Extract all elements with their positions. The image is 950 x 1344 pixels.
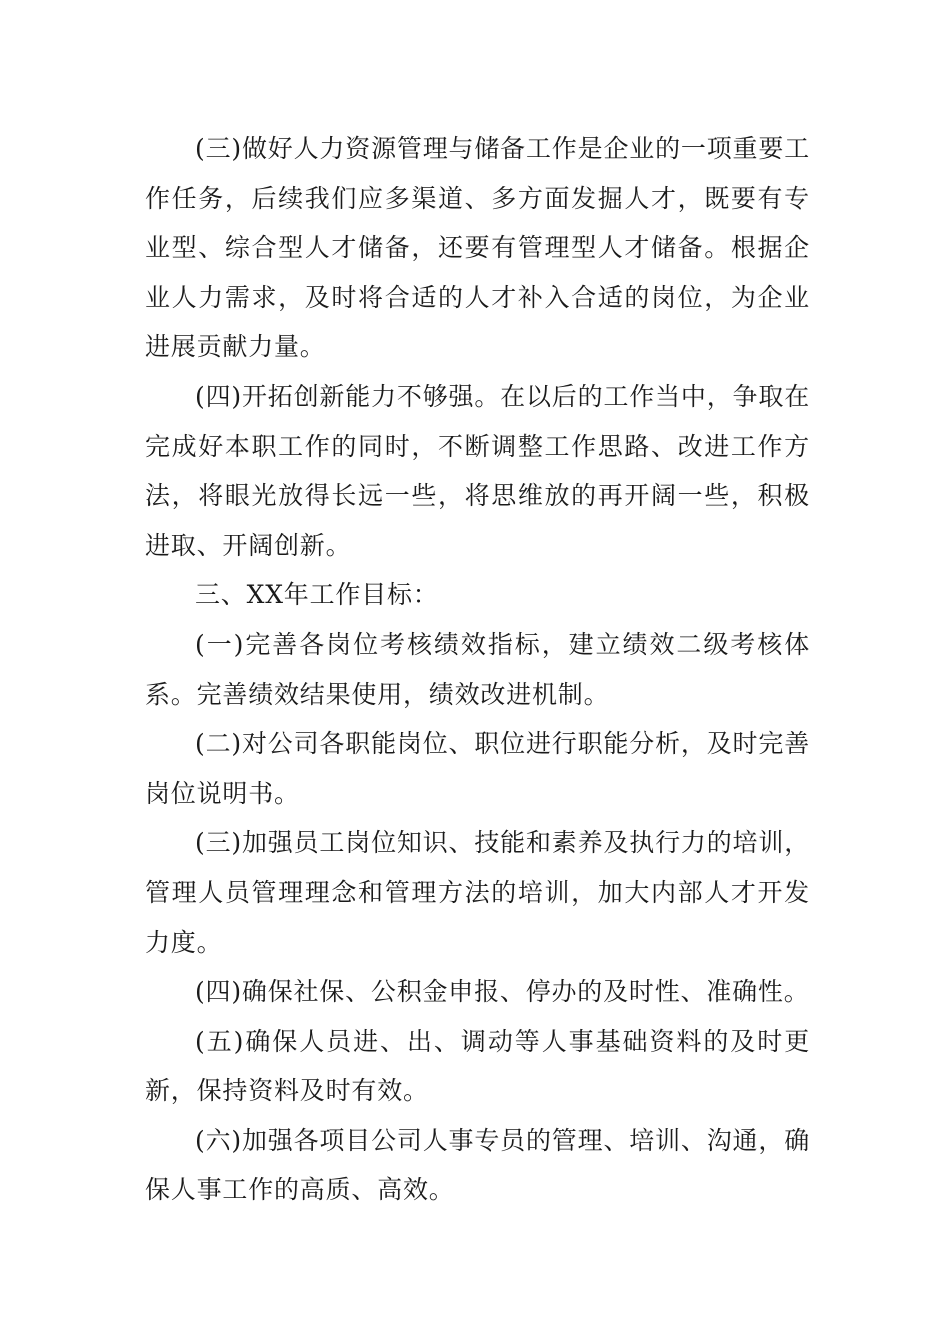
goal-item-1: (一)完善各岗位考核绩效指标，建立绩效二级考核体系。完善绩效结果使用，绩效改进机制。 [145,629,810,709]
goal-item-6: (六)加强各项目公司人事专员的管理、培训、沟通，确保人事工作的高质、高效。 [145,1125,810,1205]
goal-item-5: (五)确保人员进、出、调动等人事基础资料的及时更新，保持资料及时有效。 [145,1026,810,1106]
goal-item-2: (二)对公司各职能岗位、职位进行职能分析，及时完善岗位说明书。 [145,729,810,808]
document-body [145,124,810,1215]
goal-item-3: (三)加强员工岗位知识、技能和素养及执行力的培训，管理人员管理理念和管理方法的培训，加大内部人才开发力度。 [145,828,810,957]
paragraph-hr-reserve: (三)做好人力资源管理与储备工作是企业的一项重要工作任务，后续我们应多渠道、多方面发掘人才，既要有专业型、综合型人才储备，还要有管理型人才储备。根据企业人力需求，及时将合适的人才补入合适的岗位，为企业进展贡献力量。 [145,134,810,362]
paragraph-innovation: (四)开拓创新能力不够强。在以后的工作当中，争取在完成好本职工作的同时，不断调整工作思路、改进工作方法，将眼光放得长远一些，将思维放的再开阔一些，积极进取、开阔创新。 [145,381,810,560]
goal-item-4: (四)确保社保、公积金申报、停办的及时性、准确性。 [195,977,810,1007]
section-heading-goals: 三、XX年工作目标： [195,580,439,610]
